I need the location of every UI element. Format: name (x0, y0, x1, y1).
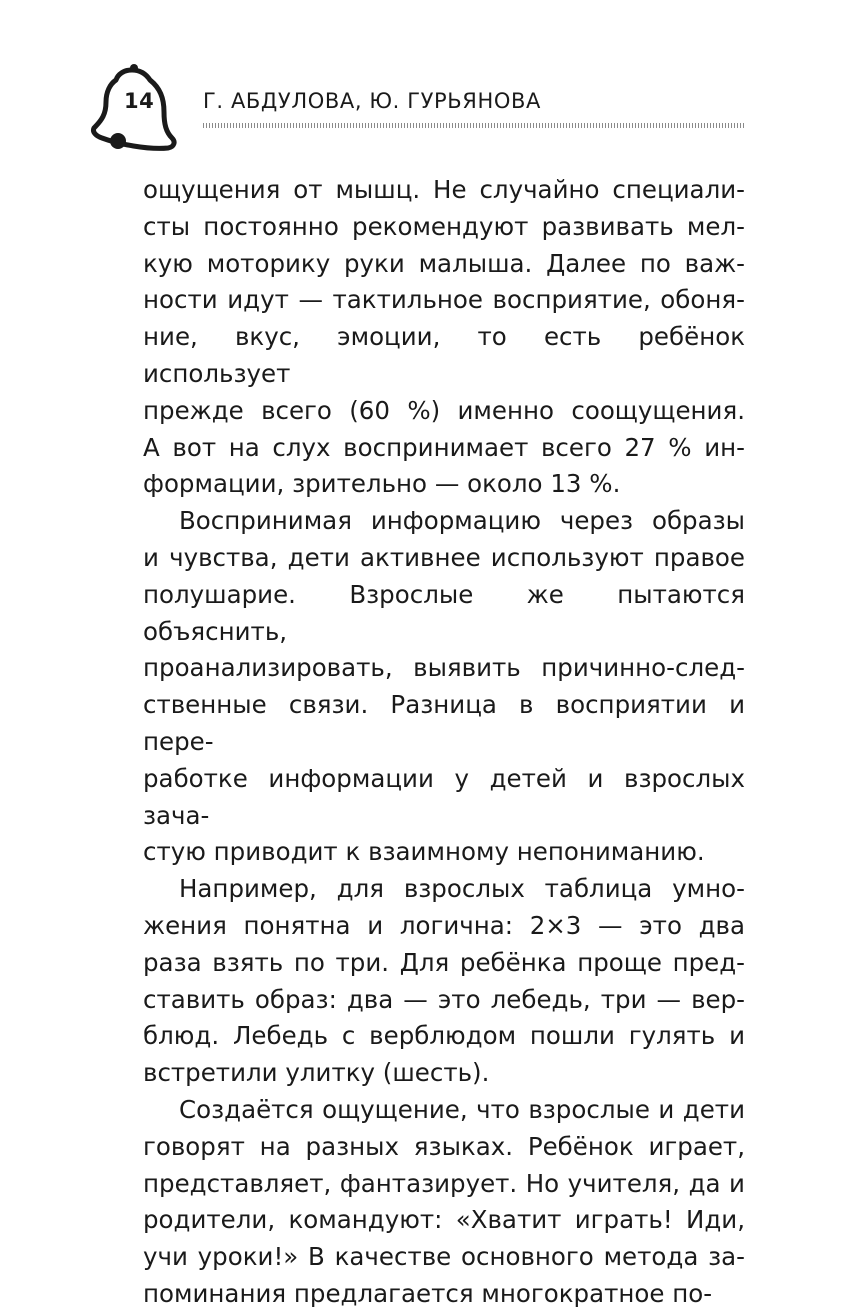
line: жения понятна и логична: 2×3 — это два (143, 910, 745, 940)
body-text (143, 172, 745, 1313)
line: поминания предлагается многократное по- (143, 1278, 713, 1308)
line: учи уроки!» В качестве основного метода за- (143, 1242, 745, 1272)
line: полушарие. Взрослые же пытаются объяснить, (143, 579, 745, 646)
running-head-authors: Г. АБДУЛОВА, Ю. ГУРЬЯНОВА (203, 89, 541, 113)
line: сты постоянно рекомендуют развивать мел- (143, 211, 745, 241)
paragraph-3 (143, 871, 745, 1092)
page-number: 14 (124, 89, 155, 113)
line: ности идут — тактильное восприятие, обоня- (143, 285, 745, 315)
line: встретили улитку (шесть). (143, 1058, 490, 1088)
line: Создаётся ощущение, что взрослые и дети (179, 1094, 745, 1124)
paragraph-4 (143, 1092, 745, 1313)
line: ственные связи. Разница в восприятии и пере- (143, 690, 745, 756)
paragraph-1 (143, 172, 745, 503)
line: работке информации у детей и взрослых зача- (143, 763, 745, 830)
line: блюд. Лебедь с верблюдом пошли гулять и (143, 1021, 745, 1051)
paragraph-2 (143, 503, 745, 871)
line: кую моторику руки малыша. Далее по важ- (143, 248, 745, 278)
line: раза взять по три. Для ребёнка проще пред- (143, 947, 745, 977)
line: стую приводит к взаимному непониманию. (143, 837, 705, 867)
line: А вот на слух воспринимает всего 27 % ин- (143, 432, 745, 462)
line: родители, командуют: «Хватит играть! Иди, (143, 1205, 745, 1235)
header-rule (203, 123, 745, 128)
line: прежде всего (60 %) именно соощущения. (143, 395, 745, 425)
line: формации, зрительно — около 13 %. (143, 469, 621, 499)
line: проанализировать, выявить причинно-след- (143, 653, 745, 683)
line: ние, вкус, эмоции, то есть ребёнок использует (143, 322, 745, 388)
line: ставить образ: два — это лебедь, три — вер- (143, 984, 745, 1014)
line: и чувства, дети активнее используют правое (143, 542, 745, 572)
line: говорят на разных языках. Ребёнок играет, (143, 1131, 745, 1161)
line: Например, для взрослых таблица умно- (179, 874, 745, 904)
line: представляет, фантазирует. Но учителя, да и (143, 1168, 745, 1198)
line: ощущения от мышц. Не случайно специали- (143, 175, 745, 204)
line: Воспринимая информацию через образы (179, 506, 745, 536)
